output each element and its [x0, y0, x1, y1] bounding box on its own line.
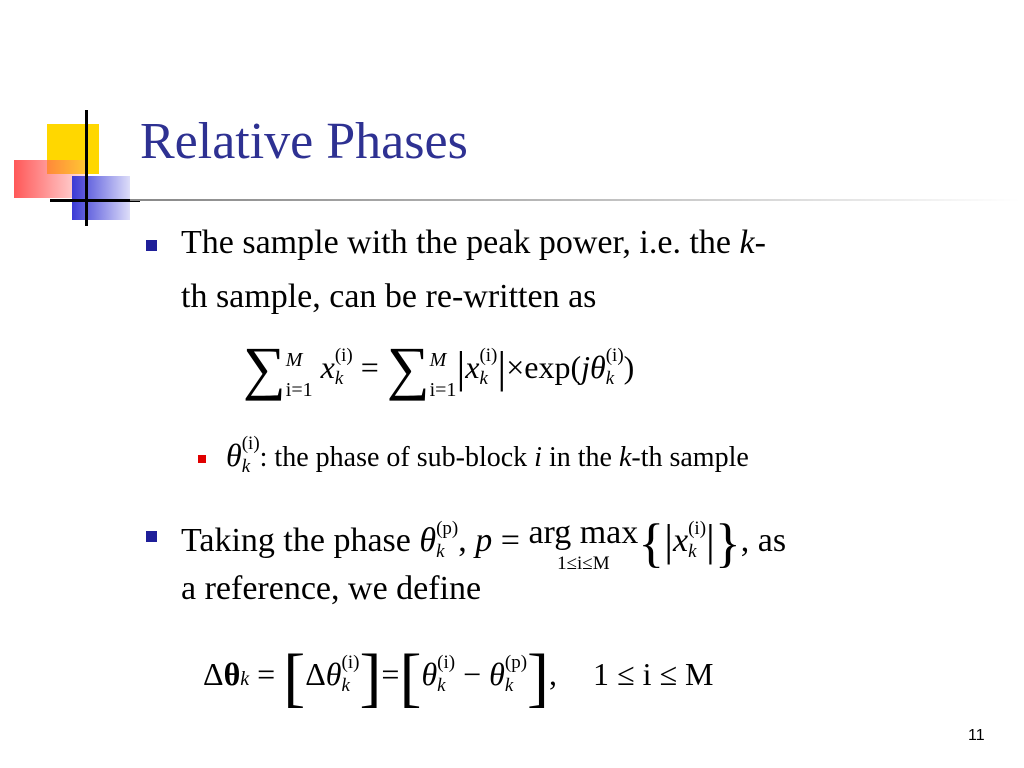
sub-bullet-marker — [198, 455, 206, 463]
bullet-marker-1 — [146, 240, 157, 251]
bullet-2-line-1: Taking the phase θ (p) k , p = arg max 1≤i≤M {|x (i) k |}, as — [181, 513, 787, 574]
title-underline — [130, 199, 1020, 201]
bullet-1-line-1 — [181, 226, 766, 260]
logo-blue-square — [72, 176, 130, 220]
bullet-1-line-2: th sample, can be re-written as — [181, 278, 597, 315]
bullet-1-hyphen: - — [754, 224, 766, 261]
sum-symbol: ∑ — [386, 335, 430, 401]
bullet-1-text: The sample with the peak power, i.e. the — [181, 224, 740, 261]
bullet-1-italic-k: k — [739, 224, 755, 261]
sum-limits: M i=1 — [285, 349, 313, 401]
sub-bullet-line: θ (i) k : the phase of sub-block i in the k-th sample — [226, 433, 749, 477]
logo-vertical-line — [85, 110, 88, 226]
sum-symbol: ∑ — [243, 335, 286, 401]
page-number: 11 — [968, 727, 985, 744]
argmax-operator: arg max 1≤i≤M — [528, 514, 639, 574]
equation-sum-relation: ∑ M i=1 x (i) k = ∑ M i=1 |x (i) k |×exp(jθ (i) k ) — [243, 335, 635, 401]
bullet-2-line-2: a reference, we define — [181, 570, 482, 607]
equation-delta-theta: Δθk = [Δθ (i) k ]=[θ (i) k − θ (p) k ], 1 ≤ i ≤ M — [203, 641, 714, 714]
bullet-marker-2 — [146, 531, 157, 542]
slide-title: Relative Phases — [140, 113, 468, 170]
logo-horizontal-line — [50, 199, 140, 202]
